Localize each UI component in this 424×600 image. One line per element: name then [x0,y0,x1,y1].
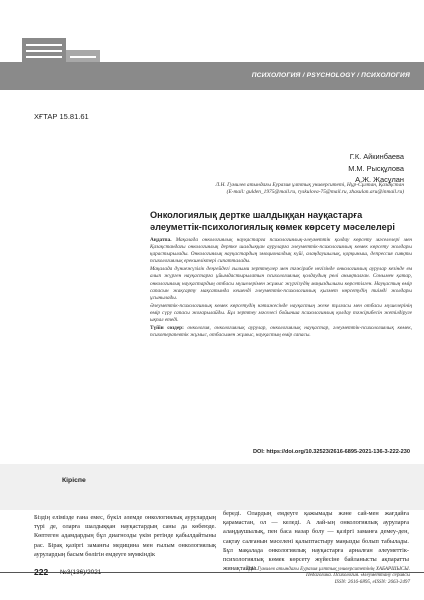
page-number: 222 [34,567,49,577]
section-heading-introduction: Кіріспе [62,477,86,484]
abstract [150,237,412,340]
keywords-text: онкология, онкологиялық аурулар, онкологиялық науқастар, әлеуметтік-психологиялық көмек, психотерапевтік жұмыс, отбасымен жұмыс, науқастың өмір сапасы. [150,325,413,339]
body-column-right: береді. Олардың емдеуге қажымады және сай-мен жағдайға қарамастан, ол — келеді. А лай-ың онкологиялық ауруларға алаңдаушылық, пен баса назар болу — қазіргі заманға демеу-ден, сақтау салғанын мәселені қалыптастыру маңызды болып табылады. Бұл мақалада онкологиялық науқастарға арналған әлеуметтік-психологиялық көмек көрсету жүйесіне байланысты ақпаратты жинақтайды. [223,510,409,573]
abstract-paragraph [150,237,412,265]
title-line: әлеуметтік-психологиялық көмек көрсету мәселелері [150,222,395,232]
abstract-paragraph: Мақалада дүниежүзілік деңгейдегі ғылыми зерттеулер мен тәжірибе негізінде онкологиялық аурулар кезінде ем алып жүрген науқастарға ұйымдастырылатын психологиялық қолдаудың рөлі анықталған. Сонымен қатар, онкологиялық науқастардың отбасы мүшелерімен жұмыс жүргізудің маңыздылығы көрсетілген. Науқастың өмір сапасын жақсарту мақсатында кешенді әлеуметтік-психологиялық қызмет көрсетудің тиімді жолдары ұсынылады. [150,266,412,301]
author-list [348,151,404,186]
intro-band [0,464,424,510]
journal-title: Л.Н. Гумилев атындағы Еуразия ұлттық университетінің ХАБАРШЫСЫ. [246,566,410,572]
journal-issn: ISSN: 2616-6895, eISSN: 2663-2497 [334,578,410,585]
journal-series: Педагогика. Психология. Әлеуметтану сериясы [305,572,410,579]
author-name: М.М. Рысқұлова [348,163,404,173]
abstract-paragraph: Әлеуметтік-психологиялық көмек көрсетудің нәтижесінде науқастың жеке тұлғасы мен отбасы мүшелерінің өмір сүру сапасы жоғарылайды. Бұл зерттеу мәселесі бойынша психологиялық қолдау тәжірибесін жетілдіруге ықпал етеді. [150,302,412,324]
issue-number: №3(136)/2021 [60,569,102,576]
body-column-left: Біздің елімізде ғана емес, бүкіл әлемде онкологиялық аурулардың түрі де, оларға шалдыққан науқастардың саны да көбеюде. Көптеген адамдардың бұл диагнозды үкім ретінде қабылдайтыны рас. Бірақ қазіргі заманғы медицина мен ғылым онкологиялық аурулардың басым бөлігін емдеуге мүмкіндік [34,514,216,558]
affiliation [114,182,404,197]
author-name: А.Ж. Жасұлан [355,175,404,184]
udc-code: ХҒТАР 15.81.61 [34,112,89,121]
author-name: Г.К. Айкинбаева [349,152,404,161]
keywords [150,325,412,339]
section-label: ПСИХОЛОГИЯ / PSYCHOLOGY / ПСИХОЛОГИЯ [251,72,410,79]
abstract-lead: Аңдатпа. [150,237,172,243]
title-line: Онкологиялық дертке шалдыққан науқастарға [150,210,363,220]
affiliation-line: Л.Н. Гумилев атындағы Еуразия ұлттық университеті, Нұр-Сұлтан, Қазақстан [215,182,404,188]
journal-info [170,566,410,585]
doi-link[interactable]: DOI: https://doi.org/10.32523/2616-6895-2021-136-3-222-230 [252,449,410,455]
email-line: (E-mail: gulden_1975@mail.ru, ryskulova-75@mail.ru, zhasulan.aru@inmail.ru) [226,189,404,196]
abstract-text: Мақалада онкологиялық науқастарға психологиялық-әлеуметтік қолдау көрсету мәселелері мен Қазақстандағы онкологиялық дертке шалдыққан ауруларға әлеуметтік-психологиялық көмек көрсету жолдары қарастырылады. Онкологиялық науқастардың эмоционалдық күйі, алаңдаушылық, қорқыныш, депрессия сияқты психологиялық ерекшеліктері сипатталады. [150,237,413,265]
keywords-lead: Түйін сөздер: [150,325,184,332]
paper-title [150,209,410,233]
